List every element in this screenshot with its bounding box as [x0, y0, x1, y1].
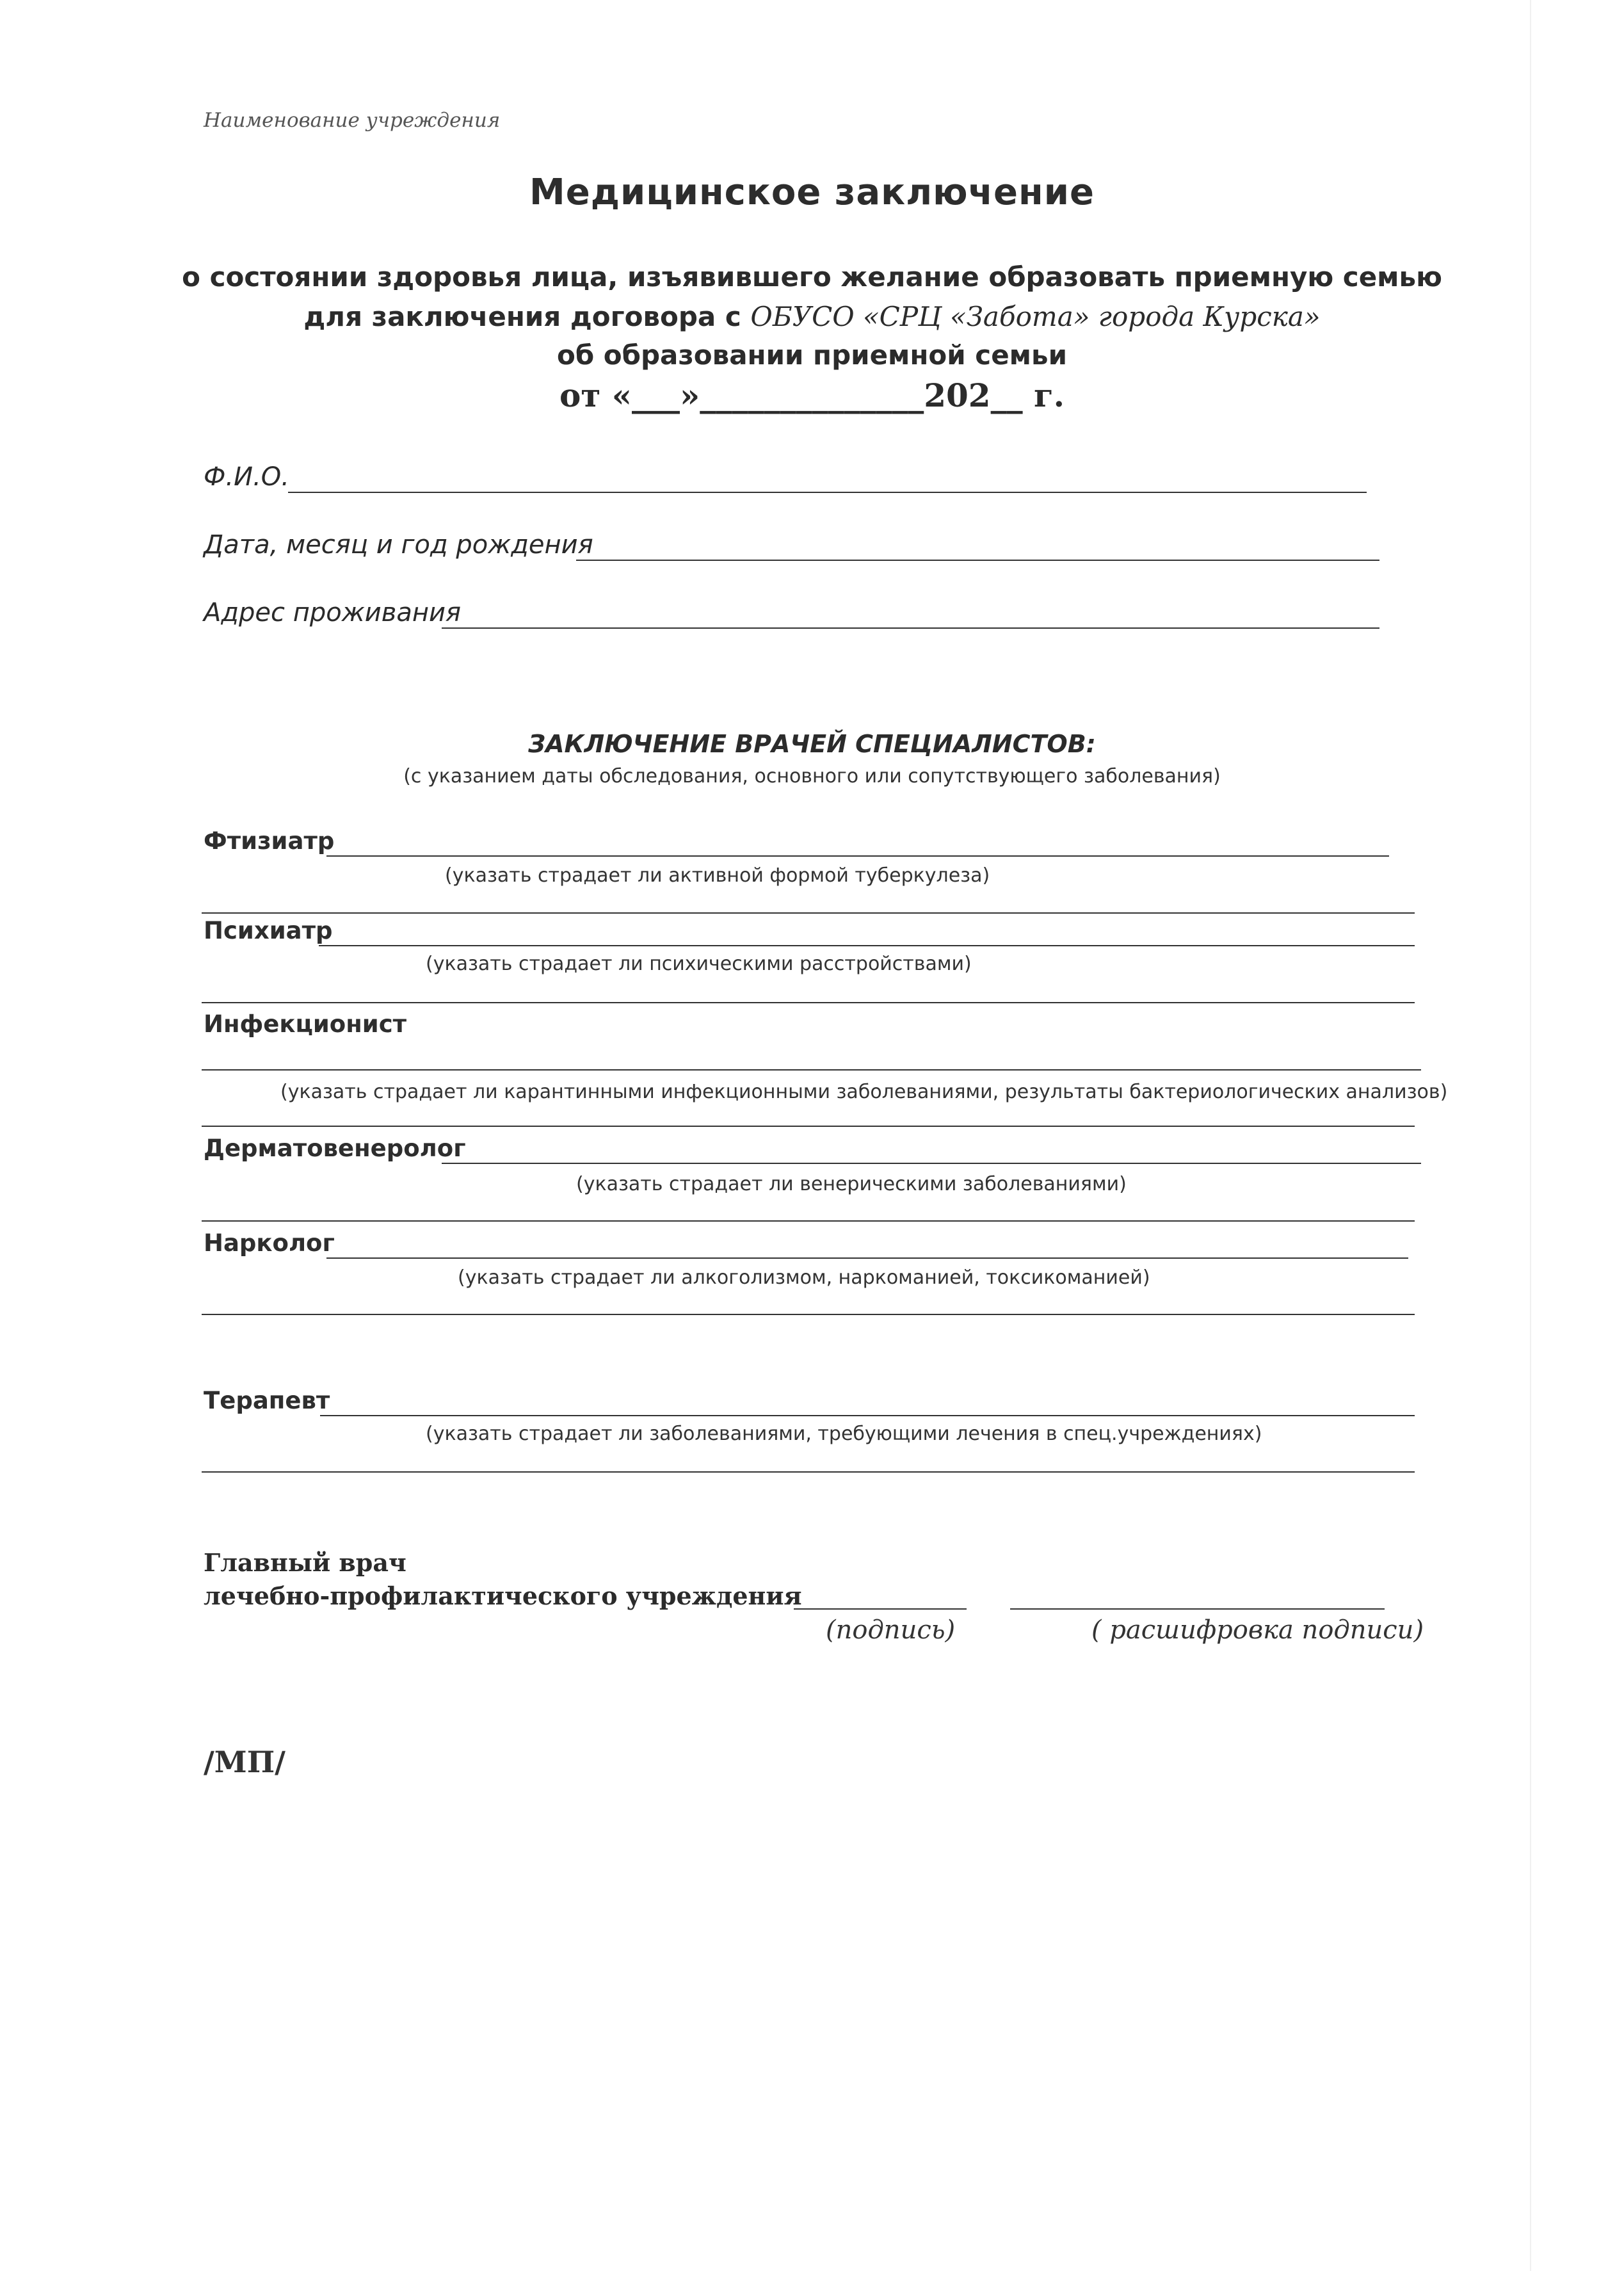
document-date-line: от «___»______________202__ г. — [559, 376, 1065, 414]
narcologist-hint: (указать страдает ли алкоголизмом, наркоманией, токсикоманией) — [458, 1266, 1150, 1289]
specialists-section-note: (с указанием даты обследования, основного или сопутствующего заболевания) — [403, 765, 1221, 788]
signature-decode-field[interactable] — [1010, 1608, 1385, 1610]
therapist-extra-line[interactable] — [202, 1471, 1415, 1473]
phthisiatrician-label: Фтизиатр — [204, 827, 335, 855]
subtitle-line-3: об образовании приемной семьи — [556, 339, 1067, 371]
specialists-section-title: ЗАКЛЮЧЕНИЕ ВРАЧЕЙ СПЕЦИАЛИСТОВ: — [528, 730, 1096, 758]
phthisiatrician-extra-line[interactable] — [202, 912, 1415, 914]
psychiatrist-label: Психиатр — [204, 917, 333, 944]
therapist-hint: (указать страдает ли заболеваниями, требующими лечения в спец.учреждениях) — [426, 1423, 1262, 1445]
dermatovenereologist-hint: (указать страдает ли венерическими заболеваниями) — [576, 1173, 1127, 1195]
subtitle-line-2 — [0, 301, 1624, 332]
fio-field[interactable] — [288, 492, 1367, 493]
infectionist-extra-line[interactable] — [202, 1126, 1415, 1127]
document-title: Медицинское заключение — [529, 172, 1095, 213]
stamp-placeholder: /МП/ — [204, 1745, 285, 1779]
narcologist-field[interactable] — [326, 1257, 1408, 1259]
birth-date-field[interactable] — [576, 560, 1379, 561]
infectionist-hint: (указать страдает ли карантинными инфекционными заболеваниями, результаты бактериологических анализов) — [280, 1081, 1448, 1103]
subtitle-line-2-prefix: для заключения договора с — [303, 301, 751, 332]
therapist-field[interactable] — [320, 1415, 1415, 1416]
organization-name: ОБУСО «СРЦ «Забота» города Курска» — [750, 301, 1321, 332]
psychiatrist-hint: (указать страдает ли психическими расстройствами) — [426, 953, 972, 975]
dermatovenereologist-extra-line[interactable] — [202, 1220, 1415, 1222]
signature-field[interactable] — [794, 1608, 967, 1610]
chief-doctor-title: Главный врач — [204, 1548, 406, 1577]
institution-name-placeholder: Наименование учреждения — [204, 109, 501, 132]
narcologist-label: Нарколог — [204, 1229, 335, 1257]
address-label: Адрес проживания — [204, 598, 462, 627]
infectionist-label: Инфекционист — [204, 1010, 407, 1038]
subtitle-line-1: о состоянии здоровья лица, изъявившего желание образовать приемную семью — [182, 261, 1442, 293]
therapist-label: Терапевт — [204, 1387, 330, 1414]
narcologist-extra-line[interactable] — [202, 1314, 1415, 1315]
signature-caption: (подпись) — [826, 1615, 956, 1645]
chief-doctor-institution: лечебно-профилактического учреждения — [204, 1581, 802, 1610]
infectionist-field[interactable] — [202, 1069, 1421, 1071]
psychiatrist-extra-line[interactable] — [202, 1002, 1415, 1003]
birth-date-label: Дата, месяц и год рождения — [204, 530, 593, 560]
signature-decode-caption: ( расшифровка подписи) — [1091, 1615, 1424, 1645]
fio-label: Ф.И.О. — [204, 462, 289, 492]
phthisiatrician-field[interactable] — [326, 855, 1389, 857]
phthisiatrician-hint: (указать страдает ли активной формой туберкулеза) — [445, 864, 990, 887]
psychiatrist-field[interactable] — [319, 945, 1415, 946]
address-field[interactable] — [442, 627, 1379, 629]
dermatovenereologist-field[interactable] — [442, 1163, 1421, 1164]
dermatovenereologist-label: Дерматовенеролог — [204, 1135, 466, 1162]
